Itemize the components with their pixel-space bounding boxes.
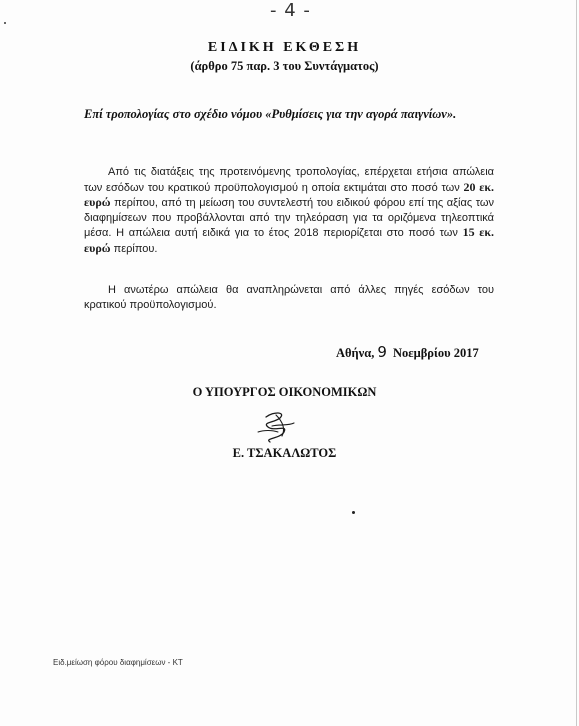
page-number: - 4 - — [270, 0, 311, 21]
para1-amount-2: 15 εκ. ευρώ — [84, 225, 494, 255]
date-month-year: Νοεμβρίου 2017 — [393, 346, 479, 360]
scan-edge-line — [576, 0, 577, 726]
para1-amount-1: 20 εκ. ευρώ — [84, 179, 494, 210]
para1-text-end: περίπου. — [110, 242, 158, 255]
date-day-handwritten: 9 — [377, 343, 387, 361]
date-place: Αθήνα, — [336, 346, 375, 360]
date-line — [336, 343, 479, 361]
report-subtitle: (άρθρο 75 παρ. 3 του Συντάγματος) — [190, 59, 379, 73]
ink-dot — [352, 511, 355, 514]
minister-name: Ε. ΤΣΑΚΑΛΩΤΟΣ — [232, 446, 337, 460]
subject-line: Επί τροπολογίας στο σχέδιο νόμου «Ρυθμίσεις για την αγορά παιγνίων». — [84, 107, 457, 121]
body-paragraph-1 — [84, 165, 494, 257]
footer-note: Ειδ.μείωση φόρου διαφημίσεων - ΚΤ — [53, 658, 183, 667]
minister-title: Ο ΥΠΟΥΡΓΟΣ ΟΙΚΟΝΟΜΙΚΩΝ — [192, 385, 377, 399]
para1-text-start: Από τις διατάξεις της προτεινόμενης τροπολογίας, επέρχεται ετήσια απώλεια των εσόδων του κρατικού προϋπολογισμού η οποία εκτιμάται στο ποσό των — [84, 166, 494, 194]
body-paragraph-2: Η ανωτέρω απώλεια θα αναπληρώνεται από άλλες πηγές εσόδων του κρατικού προϋπολογισμού. — [84, 284, 494, 311]
para1-text-middle: περίπου, από τη μείωση του συντελεστή του ειδικού φόρου επί της αξίας των διαφημίσεων που προβάλλονται από την τηλεόραση για τα οριζόμενα τηλεοπτικά μέσα. Η απώλεια αυτή ειδικά για το έτος 2018 περιορίζεται στο ποσό των — [84, 197, 494, 240]
signature-image — [252, 408, 302, 446]
report-title: ΕΙΔΙΚΗ ΕΚΘΕΣΗ — [207, 40, 362, 55]
scan-speck — [4, 22, 6, 24]
